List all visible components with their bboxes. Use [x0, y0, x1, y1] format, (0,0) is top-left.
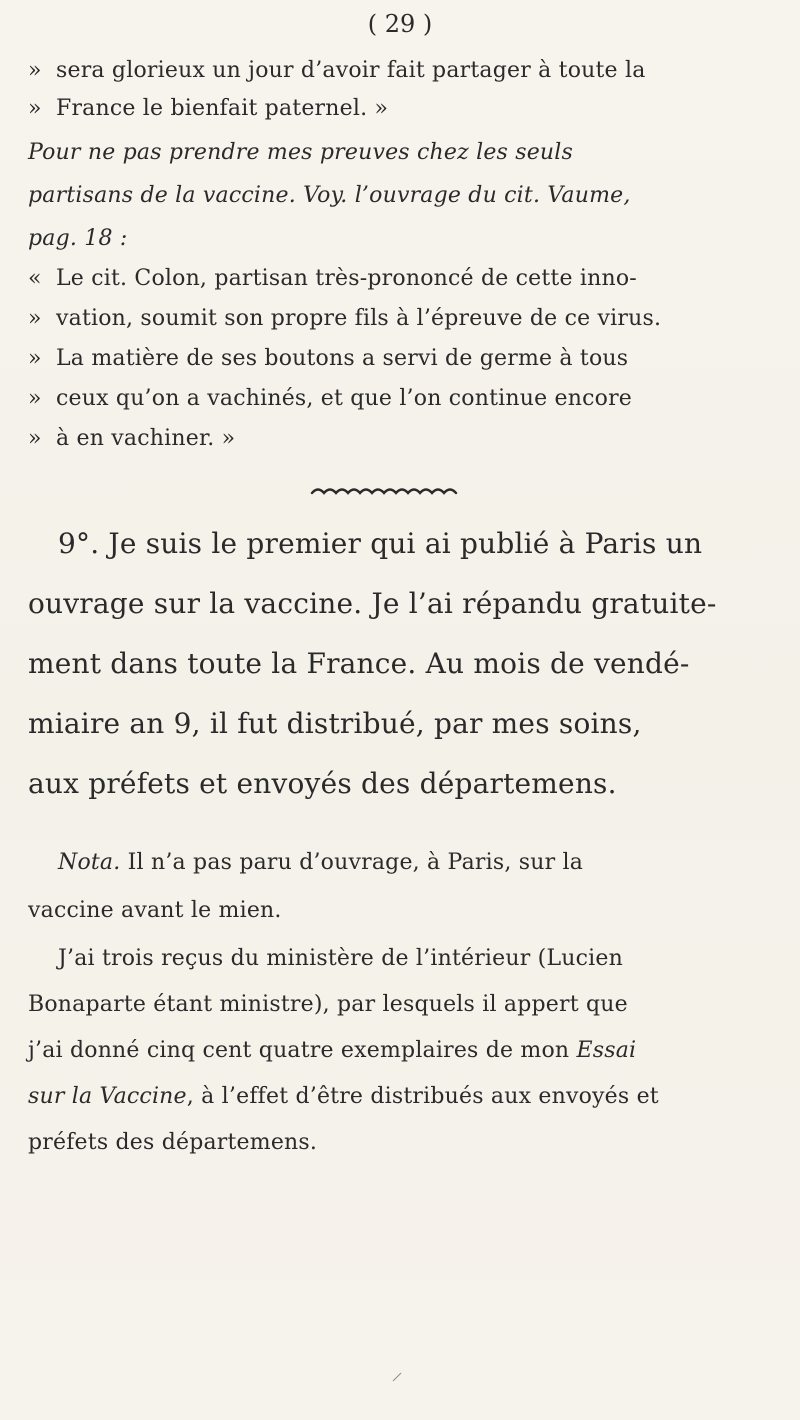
quote-line: [28, 268, 637, 290]
quote-mark: «: [28, 266, 42, 291]
section-line: aux préfets et envoyés des départemens.: [28, 767, 617, 800]
section-line: miaire an 9, il fut distribué, par mes soins,: [28, 707, 642, 740]
quote-text: vation, soumit son propre fils à l’épreuve de ce virus.: [56, 306, 662, 331]
page-number: ( 29 ): [367, 10, 433, 38]
quote-line: [28, 98, 388, 120]
paragraph-line: [28, 1040, 636, 1062]
nota-line: [58, 852, 583, 874]
quote-text: La matière de ses boutons a servi de germe à tous: [56, 346, 629, 371]
section-line: ouvrage sur la vaccine. Je l’ai répandu gratuite-: [28, 587, 717, 620]
quote-mark: »: [28, 346, 42, 371]
paragraph-line: Bonaparte étant ministre), par lesquels il appert que: [28, 992, 628, 1017]
ornament-divider-icon: [310, 484, 460, 498]
quote-line: [28, 308, 661, 330]
quote-text: Le cit. Colon, partisan très-prononcé de cette inno-: [56, 266, 637, 291]
paragraph-line: [28, 1086, 659, 1108]
quote-text: sera glorieux un jour d’avoir fait partager à toute la: [56, 58, 646, 83]
paragraph-line: J’ai trois reçus du ministère de l’intérieur (Lucien: [58, 946, 623, 971]
quote-text: ceux qu’on a vachinés, et que l’on continue encore: [56, 386, 633, 411]
nota-line: vaccine avant le mien.: [28, 898, 282, 923]
quote-line: [28, 388, 632, 410]
quote-mark: »: [28, 96, 42, 121]
intro-line: Pour ne pas prendre mes preuves chez les seuls: [28, 140, 574, 165]
section-line: 9°. Je suis le premier qui ai publié à Paris un: [58, 527, 703, 560]
nota-label: Nota.: [58, 850, 121, 875]
quote-line: [28, 428, 235, 450]
quote-line: [28, 60, 646, 82]
book-title: sur la Vaccine: [28, 1084, 187, 1109]
quote-text: à en vachiner. »: [56, 426, 236, 451]
intro-line: pag. 18 :: [28, 226, 128, 251]
quote-mark: »: [28, 58, 42, 83]
quote-line: [28, 348, 628, 370]
paragraph-text: , à l’effet d’être distribués aux envoyés et: [186, 1084, 659, 1109]
ink-mark-icon: [392, 1372, 402, 1382]
paragraph-line: préfets des départemens.: [28, 1130, 318, 1155]
quote-mark: »: [28, 426, 42, 451]
section-line: ment dans toute la France. Au mois de vendé-: [28, 647, 690, 680]
quote-mark: »: [28, 386, 42, 411]
intro-line: partisans de la vaccine. Voy. l’ouvrage du cit. Vaume,: [28, 183, 631, 208]
paragraph-text: j’ai donné cinq cent quatre exemplaires de mon: [28, 1038, 570, 1063]
quote-mark: »: [28, 306, 42, 331]
book-title: Essai: [576, 1038, 637, 1063]
nota-text: Il n’a pas paru d’ouvrage, à Paris, sur la: [127, 850, 584, 875]
quote-text: France le bienfait paternel. »: [56, 96, 389, 121]
